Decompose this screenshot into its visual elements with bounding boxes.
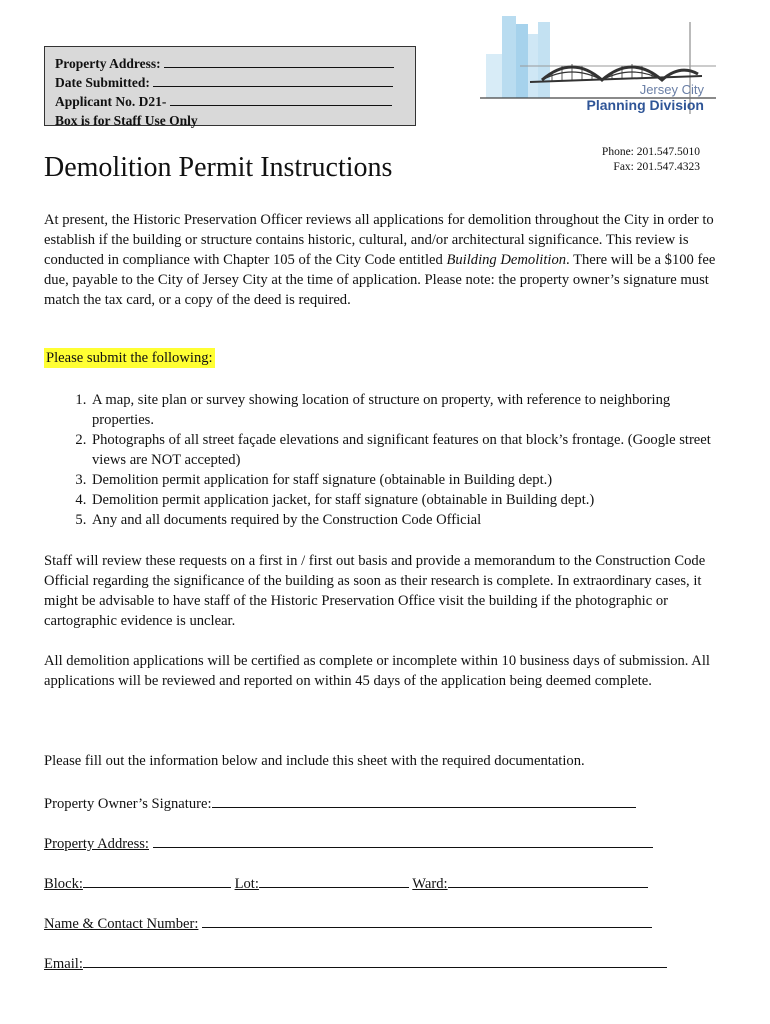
- intro-italic-title: Building Demolition: [446, 252, 567, 268]
- block-label: Block:: [44, 876, 83, 892]
- block-field[interactable]: [83, 872, 231, 888]
- list-item: 5. Any and all documents required by the Construction Code Official: [90, 510, 730, 530]
- staff-date-submitted-label: Date Submitted:: [55, 75, 150, 90]
- page-title: Demolition Permit Instructions: [44, 152, 393, 183]
- email-field[interactable]: [83, 952, 667, 968]
- owner-signature-label: Property Owner’s Signature:: [44, 796, 212, 812]
- review-paragraph: Staff will review these requests on a first in / first out basis and provide a memorandum to the Construction Code Official regarding the significance of the building as soon as their research is complete. In extraordinary cases, it might be advisable to have staff of the Historic Preservation Office visit the building if the photographic or cartographic evidence is unclear.: [44, 553, 706, 629]
- name-contact-field[interactable]: [202, 912, 652, 928]
- email-label: Email:: [44, 956, 83, 972]
- logo-line2: Planning Division: [586, 97, 704, 113]
- ward-field[interactable]: [448, 872, 648, 888]
- jersey-city-planning-logo: [480, 14, 716, 120]
- staff-applicant-no-row: [55, 92, 405, 111]
- intro-paragraph: [44, 210, 734, 310]
- staff-use-box: [44, 46, 416, 126]
- owner-signature-row: [44, 792, 636, 814]
- staff-applicant-no-field[interactable]: [170, 92, 392, 106]
- list-item: 1. A map, site plan or survey showing location of structure on property, with reference to neighboring properties.: [90, 390, 730, 430]
- staff-use-note: Box is for Staff Use Only: [55, 113, 198, 128]
- intro-text-2: . There will be a $100 fee due, payable to the City of Jersey City at the time of application. Please note: the property owner’s signature must match the tax card, or a copy of the deed is required.: [44, 252, 716, 308]
- ward-label: Ward:: [412, 876, 448, 892]
- list-item: 4. Demolition permit application jacket, for staff signature (obtainable in Building dept.): [90, 490, 730, 510]
- list-item: 2. Photographs of all street façade elevations and significant features on that block’s frontage. (Google street views are NOT accepted): [90, 430, 730, 470]
- staff-property-address-row: [55, 54, 405, 73]
- fax-number: Fax: 201.547.4323: [613, 161, 700, 173]
- logo-line1: Jersey City: [639, 82, 704, 97]
- staff-date-submitted-row: [55, 73, 405, 92]
- property-address-field[interactable]: [153, 832, 653, 848]
- staff-property-address-field[interactable]: [164, 54, 394, 68]
- bridge-skyline-icon: [480, 14, 716, 120]
- staff-applicant-no-label: Applicant No. D21-: [55, 94, 167, 109]
- intro-text-1: At present, the Historic Preservation Officer reviews all applications for demolition throughout the City in order to establish if the building or structure contains historic, cultural, and/or architectural significance. This review is conducted in compliance with Chapter 105 of the City Code entitled: [44, 212, 714, 268]
- name-contact-label: Name & Contact Number:: [44, 916, 199, 932]
- staff-date-submitted-field[interactable]: [153, 73, 393, 87]
- property-address-label: Property Address:: [44, 836, 149, 852]
- list-item: 3. Demolition permit application for staff signature (obtainable in Building dept.): [90, 470, 730, 490]
- requirements-list: [44, 390, 730, 530]
- email-row: [44, 952, 667, 974]
- submit-heading: Please submit the following:: [46, 350, 213, 366]
- property-address-row: [44, 832, 653, 854]
- name-contact-row: [44, 912, 652, 934]
- lot-field[interactable]: [259, 872, 409, 888]
- fill-instruction: Please fill out the information below and include this sheet with the required documentation.: [44, 753, 585, 769]
- phone-number: Phone: 201.547.5010: [601, 146, 700, 158]
- contact-info: [602, 145, 700, 175]
- certification-paragraph: All demolition applications will be certified as complete or incomplete within 10 business days of submission. All applications will be reviewed and reported on within 45 days of the application being deemed complete.: [44, 653, 710, 689]
- owner-signature-field[interactable]: [212, 792, 636, 808]
- staff-property-address-label: Property Address:: [55, 56, 161, 71]
- block-lot-ward-row: [44, 872, 648, 894]
- lot-label: Lot:: [234, 876, 259, 892]
